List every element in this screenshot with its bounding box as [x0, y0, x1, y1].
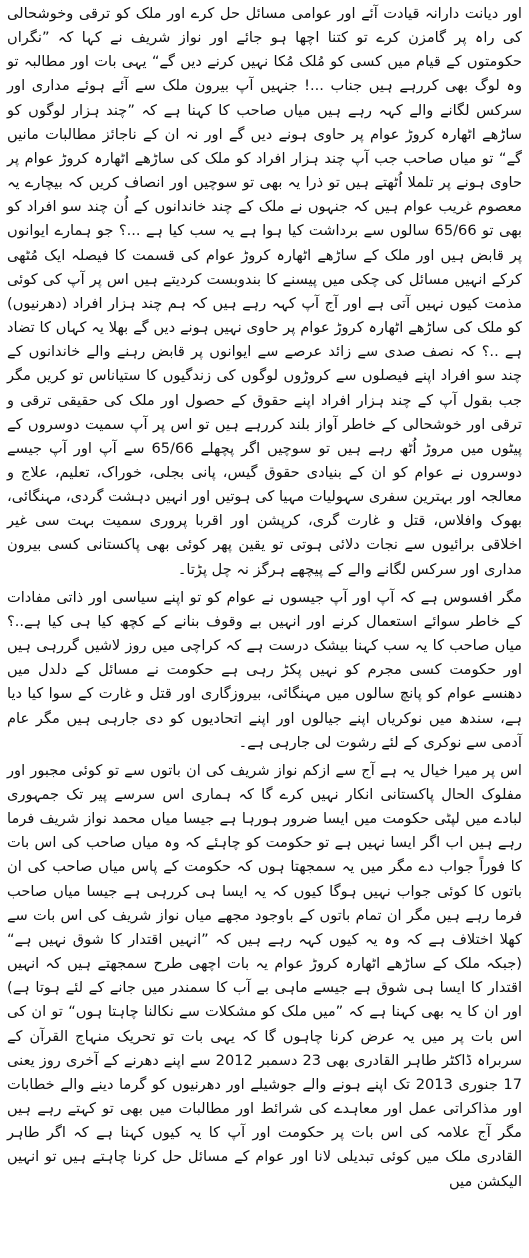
article-paragraph-3: اس پر میرا خیال یہ ہے آج سے ازکم نواز شریف کی ان باتوں سے تو کوئی مجبور اور مفلوک الحال پاکستانی انکار نہیں کرے گا کہ ہماری اس سرسے پیر تک جمہوری لبادے میں لپٹی حکومت میں ایسا ضرور ہورہا ہے جیسا میاں محمد نواز شریف فرما رہے ہیں اب اگر ایسا نہیں ہے تو حکومت کو چاہئے کہ وہ میاں صاحب کی اس بات کا فوراً جواب دے مگر میں یہ سمجھتا ہوں کہ حکومت کے پاس میاں صاحب کی ان باتوں کا کوئی جواب نہیں ہوگا کیوں کہ یہ ایسا ہی کررہی ہے جیسا میاں صاحب فرما رہے ہیں مگر ان تمام باتوں کے باوجود مجھے میاں نواز شریف کی اس بات سے کھلا اختلاف ہے کہ وہ یہ کیوں کہہ رہے ہیں کہ ”انہیں اقتدار کا شوق نہیں ہے“ (جبکہ ملک کے ساڑھے اٹھارہ کروڑ عوام یہ بات اچھی طرح سمجھتے ہیں کہ انہیں اقتدار کا ایسا ہی شوق ہے جیسے ماہی بے آب کا سمندر میں جانے کے لئے ہوتا ہے) اور ان کا یہ بھی کہنا ہے کہ ”میں ملک کو مشکلات سے نکالنا چاہتا ہوں“ تو ان کی اس بات پر میں یہ عرض کرنا چاہوں گا کہ یہی بات تو تحریک منہاج القرآن کے سربراہ ڈاکٹر طاہر القادری بھی 23 دسمبر 2012 سے اپنے دھرنے کے آخری روز یعنی 17 جنوری 2013 تک اپنے ہونے والے جوشیلے اور دھرنیوں کو گرما دینے والے خطابات اور مذاکراتی عمل اور معاہدے کی شرائط اور مطالبات میں بھی تو کہتے رہے ہیں مگر آج علامہ کی اس بات پر حکومت اور آپ کا یہ کیوں کہنا ہے کہ اگر طاہر القادری ملک میں کوئی تبدیلی لانا اور عوام کے مسائل حل کرنا چاہتے ہیں تو انہیں الیکشن میں [7, 761, 522, 1190]
article-column [7, 2, 522, 1194]
article-paragraph-1: اور دیانت دارانہ قیادت آئے اور عوامی مسائل حل کرے اور ملک کو ترقی وخوشحالی کی راہ پر گامزن کرے تو کتنا اچھا ہو جائے اور نواز شریف نے کہا کہ ”نگراں حکومتوں کے قیام میں کسی کو مُلک مُکا نہیں کرنے دیں گے“ یہی بات اور مطالبہ تو وہ لوگ بھی کررہے ہیں جناب ...! جنہیں آپ بیرون ملک سے آئے ہوئے مداری اور سرکس لگانے والے کہہ رہے ہیں میاں صاحب کا کہنا ہے کہ ”چند ہزار لوگوں کو ساڑھے اٹھارہ کروڑ عوام پر حاوی ہونے دیں گے اور نہ ان کے ناجائز مطالبات مانیں گے“ تو میاں صاحب جب آپ چند ہزار افراد کو ملک کی ساڑھے اٹھارہ کروڑ عوام پر حاوی ہونے پر تلملا اُٹھتے ہیں تو ذرا یہ بھی تو سوچیں اور انصاف کریں کہ بیچارے یہ معصوم غریب عوام ہیں کہ جنہوں نے ملک کے چند خاندانوں کے اُن چند سو افراد کو بھی تو 65/66 سالوں سے برداشت کیا ہوا ہے یہ سب کیا ہے ...؟ جو ہمارے ایوانوں پر قابض ہیں اور ملک کے ساڑھے اٹھارہ کروڑ عوام کی قسمت کا فیصلہ ایک مُٹھی کرکے انہیں مسائل کی چکی میں پیسنے کا بندوبست کردیتے ہیں اس پر آپ کی کوئی مذمت کیوں نہیں آتی ہے اور آج آپ کہہ رہے ہیں کہ ہم چند ہزار افراد (دھرنیوں) کو ملک کی ساڑھے اٹھارہ کروڑ عوام پر حاوی نہیں ہونے دیں گے بھلا یہ کہاں کا تضاد ہے ..؟ کہ نصف صدی سے زائد عرصے سے ایوانوں پر قابض رہنے والے خاندانوں کے چند سو افراد اپنے فیصلوں سے کروڑوں لوگوں کی زندگیوں کا ستیاناس تو کریں مگر جب بقول آپ کے چند ہزار افراد اپنے حقوق کے حصول اور ملک کی حقیقی ترقی و ترقی اور خوشحالی کے خاطر آواز بلند کررہے ہیں تو اس پر آپ سمیت دوسروں کے پیٹوں میں مروڑ اُٹھ رہے ہیں تو سوچیں اگر پچھلے 65/66 سے آپ اور آپ جیسے دوسروں نے عوام کو ان کے بنیادی حقوق گیس، پانی بجلی، خوراک، تعلیم، علاج و معالجہ اور بہترین سفری سہولیات مہیا کی ہوتیں اور انہیں دہشت گردی، مہنگائی، بھوک وافلاس، قتل و غارت گری، کرپشن اور اقربا پروری سمیت بہت سی غیر اخلاقی برائیوں سے نجات دلائی ہوتی تو یقین پھر کوئی بھی پاکستانی کسی بیرون مداری اور سرکس لگانے والے کے پیچھے ہرگز نہ چل پڑتا۔ [7, 5, 522, 578]
article-paragraph-2: مگر افسوس ہے کہ آپ اور آپ جیسوں نے عوام کو تو اپنے سیاسی اور ذاتی مفادات کے خاطر سوائے استعمال کرنے اور انہیں بے وقوف بنانے کے کچھ کیا ہی کیا ہے..؟ میاں صاحب کا یہ سب کہنا بیشک درست ہے کہ کراچی میں روز لاشیں گررہی ہیں اور حکومت کسی مجرم کو نہیں پکڑ رہی ہے حکومت نے مسائل کے دلدل میں دھنسے عوام کو پانچ سالوں میں مہنگائی، بیروزگاری اور قتل و غارت کے سوا کیا دیا ہے، سندھ میں نوکریاں اپنے جیالوں اور اپنے اتحادیوں کو دی جارہی ہیں مگر عام آدمی سے نوکری کے لئے رشوت لی جارہی ہے۔ [7, 588, 522, 751]
